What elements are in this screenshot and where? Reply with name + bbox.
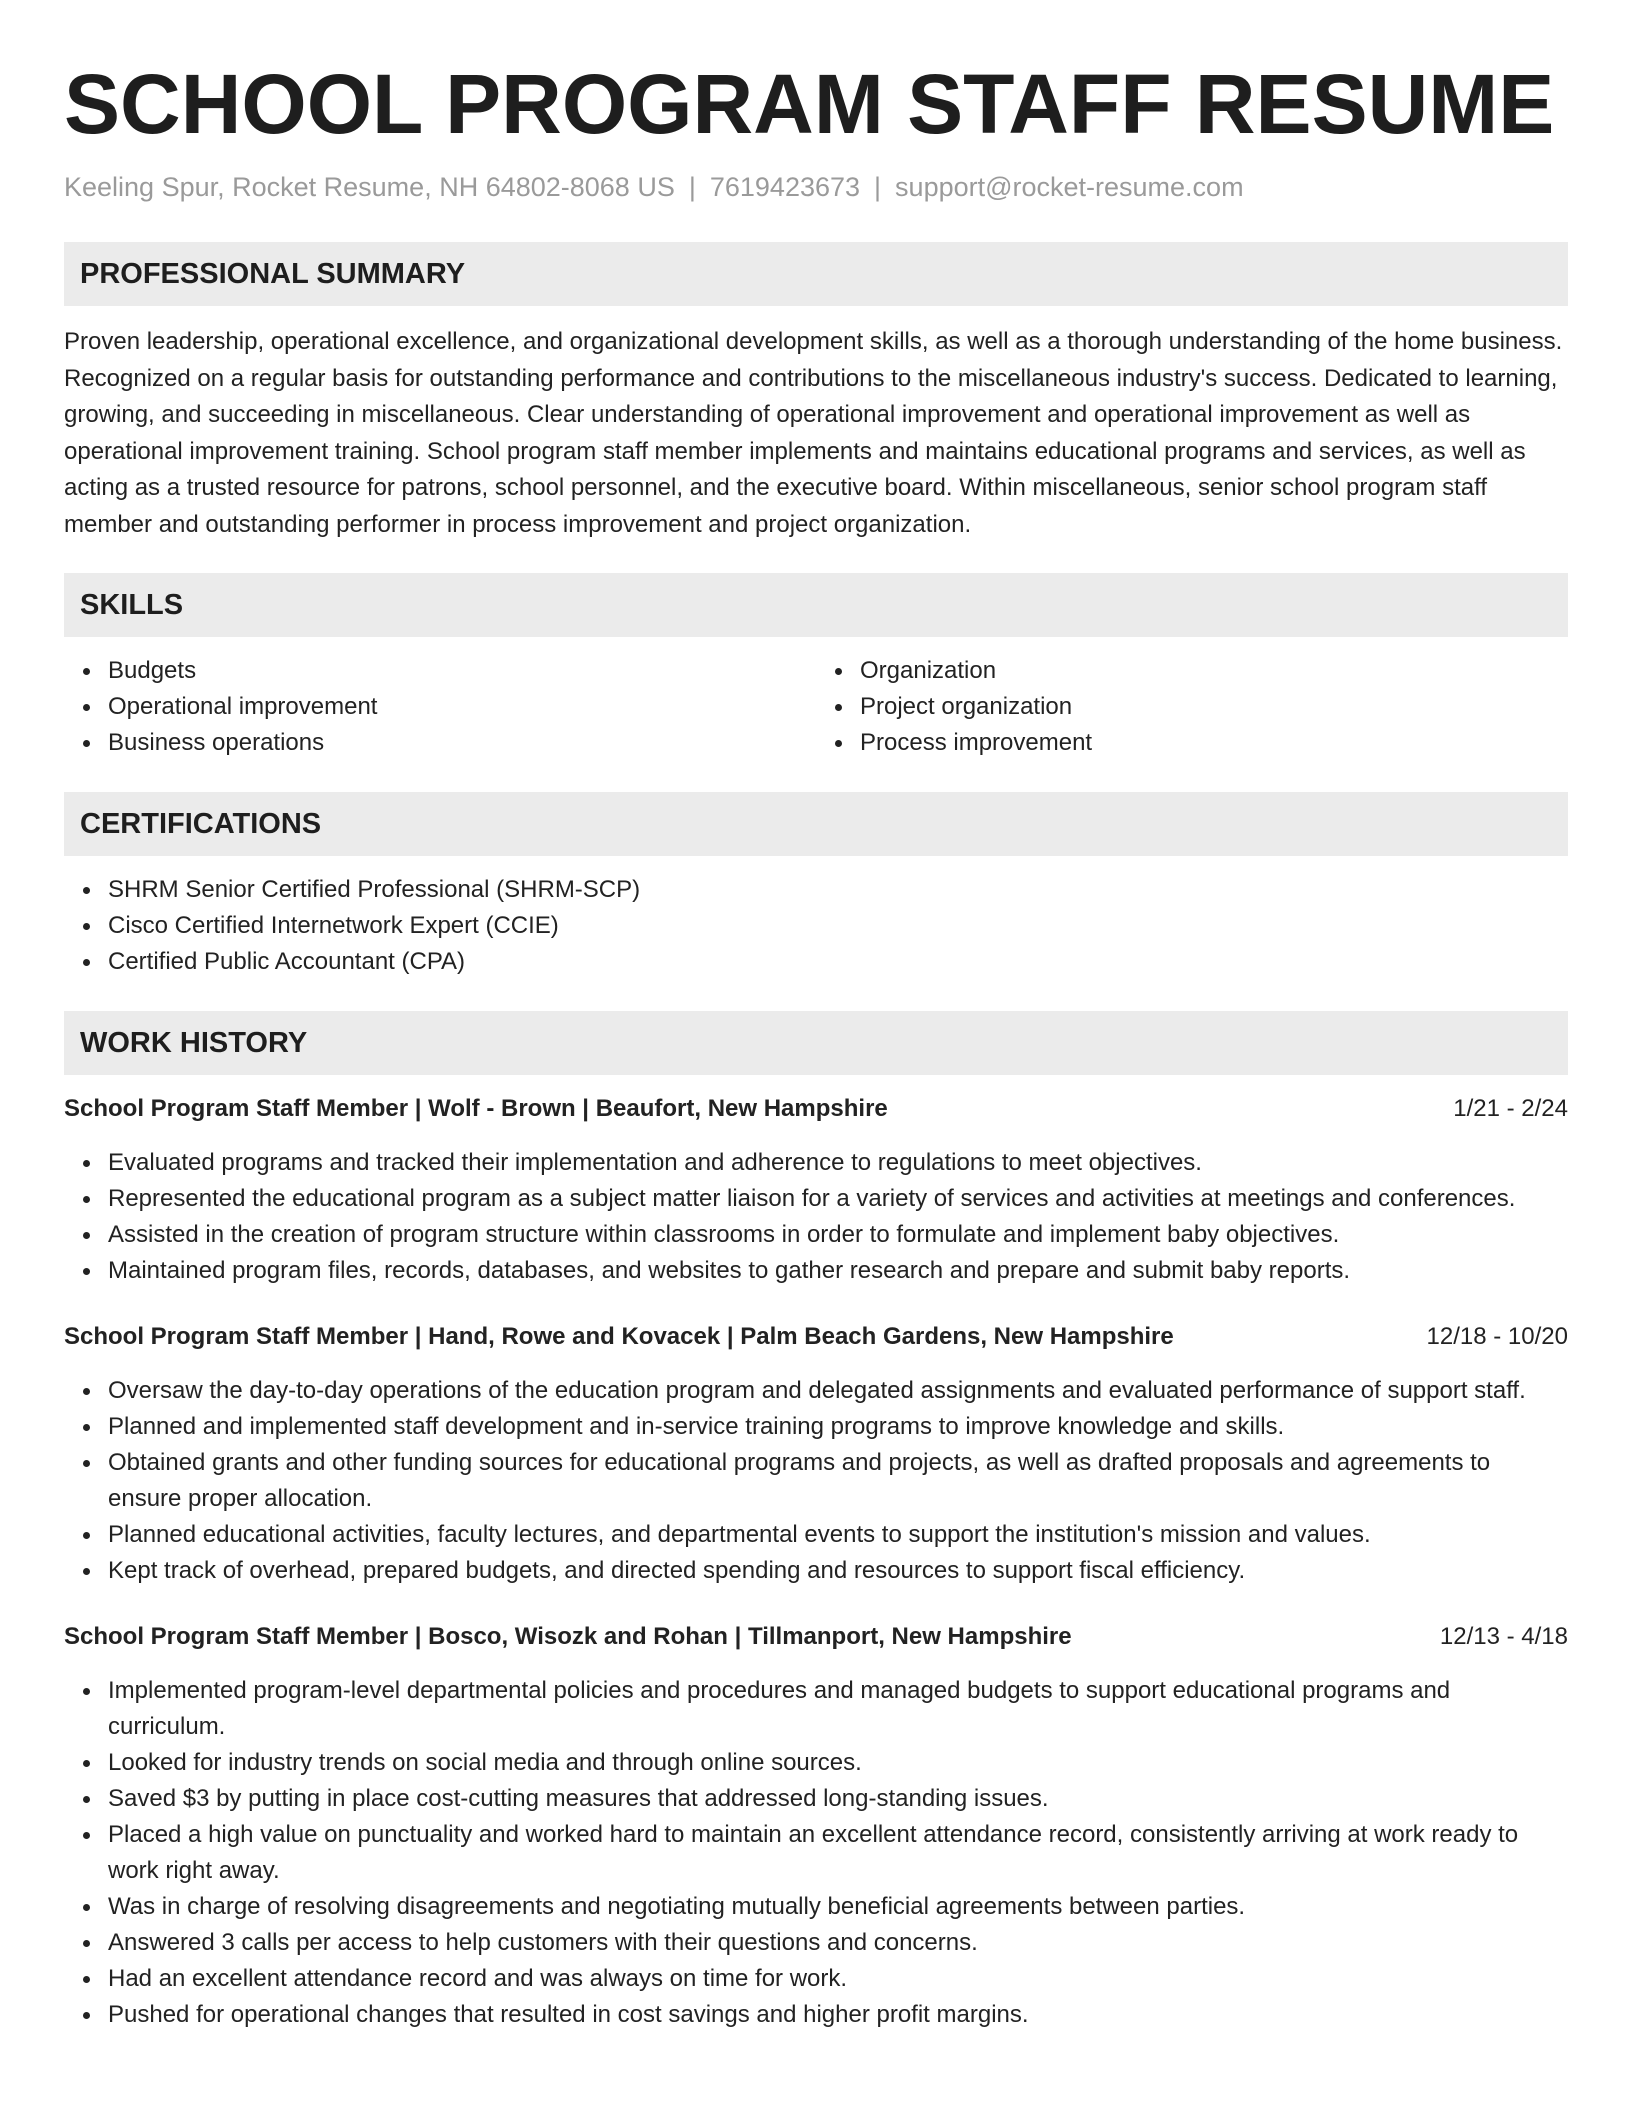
- contact-line: [64, 170, 1568, 204]
- job-entry: [64, 1319, 1568, 1589]
- job-bullet: Represented the educational program as a subject matter liaison for a variety of services and activities at meetings and conferences.: [108, 1181, 1568, 1217]
- contact-address: Keeling Spur, Rocket Resume, NH 64802-8068 US: [64, 172, 675, 202]
- skills-grid: [64, 653, 1568, 761]
- work-history-heading: WORK HISTORY: [64, 1011, 1568, 1075]
- summary-section: [64, 242, 1568, 543]
- skills-heading: SKILLS: [64, 573, 1568, 637]
- job-header: [64, 1619, 1568, 1655]
- contact-email: support@rocket-resume.com: [895, 172, 1244, 202]
- job-entry: [64, 1091, 1568, 1289]
- job-bullet: Maintained program files, records, databases, and websites to gather research and prepare and submit baby reports.: [108, 1253, 1568, 1289]
- summary-heading: PROFESSIONAL SUMMARY: [64, 242, 1568, 306]
- contact-separator: |: [688, 172, 696, 202]
- skill-item: Organization: [860, 653, 1568, 689]
- contact-phone: 7619423673: [709, 172, 861, 202]
- skill-item: Process improvement: [860, 725, 1568, 761]
- work-history-section: [64, 1011, 1568, 2033]
- job-title: School Program Staff Member | Hand, Rowe and Kovacek | Palm Beach Gardens, New Hampshire: [64, 1323, 1174, 1350]
- job-bullets: [64, 1673, 1568, 2033]
- resume-title: SCHOOL PROGRAM STAFF RESUME: [64, 57, 1555, 151]
- job-title: School Program Staff Member | Bosco, Wisozk and Rohan | Tillmanport, New Hampshire: [64, 1623, 1072, 1650]
- contact-separator: |: [874, 172, 882, 202]
- skills-section: [64, 573, 1568, 761]
- certifications-list: [64, 872, 1568, 980]
- job-header: [64, 1319, 1568, 1355]
- job-bullet: Placed a high value on punctuality and worked hard to maintain an excellent attendance record, consistently arriving at work ready to work right away.: [108, 1817, 1568, 1889]
- job-bullet: Answered 3 calls per access to help customers with their questions and concerns.: [108, 1925, 1568, 1961]
- job-bullet: Pushed for operational changes that resulted in cost savings and higher profit margins.: [108, 1997, 1568, 2033]
- job-bullet: Looked for industry trends on social media and through online sources.: [108, 1745, 1568, 1781]
- job-bullet: Kept track of overhead, prepared budgets, and directed spending and resources to support fiscal efficiency.: [108, 1553, 1568, 1589]
- certification-item: Cisco Certified Internetwork Expert (CCIE): [108, 908, 1568, 944]
- job-bullet: Was in charge of resolving disagreements and negotiating mutually beneficial agreements between parties.: [108, 1889, 1568, 1925]
- job-bullet: Evaluated programs and tracked their implementation and adherence to regulations to meet objectives.: [108, 1145, 1568, 1181]
- job-entry: [64, 1619, 1568, 2033]
- skills-list-left: [64, 653, 816, 761]
- job-dates: 1/21 - 2/24: [1453, 1095, 1568, 1122]
- resume-page: [64, 0, 1568, 2033]
- job-bullet: Planned educational activities, faculty lectures, and departmental events to support the institution's mission and values.: [108, 1517, 1568, 1553]
- certification-item: Certified Public Accountant (CPA): [108, 944, 1568, 980]
- certification-item: SHRM Senior Certified Professional (SHRM-SCP): [108, 872, 1568, 908]
- job-dates: 12/13 - 4/18: [1439, 1623, 1568, 1650]
- skills-list-right: [816, 653, 1568, 761]
- job-bullets: [64, 1145, 1568, 1289]
- job-bullet: Implemented program-level departmental policies and procedures and managed budgets to support educational programs and curriculum.: [108, 1673, 1568, 1745]
- summary-text: Proven leadership, operational excellence, and organizational development skills, as well as a thorough understanding of the home business. Recognized on a regular basis for outstanding performance and contributions to the miscellaneous industry's success. Dedicated to learning, growing, and succeeding in miscellaneous. Clear understanding of operational improvement and operational improvement as well as operational improvement training. School program staff member implements and maintains educational programs and services, as well as acting as a trusted resource for patrons, school personnel, and the executive board. Within miscellaneous, senior school program staff member and outstanding performer in process improvement and project organization.: [64, 328, 1563, 538]
- job-bullet: Oversaw the day-to-day operations of the education program and delegated assignments and evaluated performance of support staff.: [108, 1373, 1568, 1409]
- skill-item: Project organization: [860, 689, 1568, 725]
- job-bullet: Assisted in the creation of program structure within classrooms in order to formulate and implement baby objectives.: [108, 1217, 1568, 1253]
- job-bullet: Obtained grants and other funding sources for educational programs and projects, as well as drafted proposals and agreements to ensure proper allocation.: [108, 1445, 1568, 1517]
- skill-item: Operational improvement: [108, 689, 816, 725]
- job-bullet: Had an excellent attendance record and was always on time for work.: [108, 1961, 1568, 1997]
- job-bullet: Saved $3 by putting in place cost-cutting measures that addressed long-standing issues.: [108, 1781, 1568, 1817]
- job-header: [64, 1091, 1568, 1127]
- job-bullet: Planned and implemented staff development and in-service training programs to improve knowledge and skills.: [108, 1409, 1568, 1445]
- skill-item: Budgets: [108, 653, 816, 689]
- job-title: School Program Staff Member | Wolf - Brown | Beaufort, New Hampshire: [64, 1095, 888, 1122]
- certifications-section: [64, 792, 1568, 980]
- job-dates: 12/18 - 10/20: [1426, 1323, 1568, 1350]
- skill-item: Business operations: [108, 725, 816, 761]
- certifications-heading: CERTIFICATIONS: [64, 792, 1568, 856]
- job-bullets: [64, 1373, 1568, 1589]
